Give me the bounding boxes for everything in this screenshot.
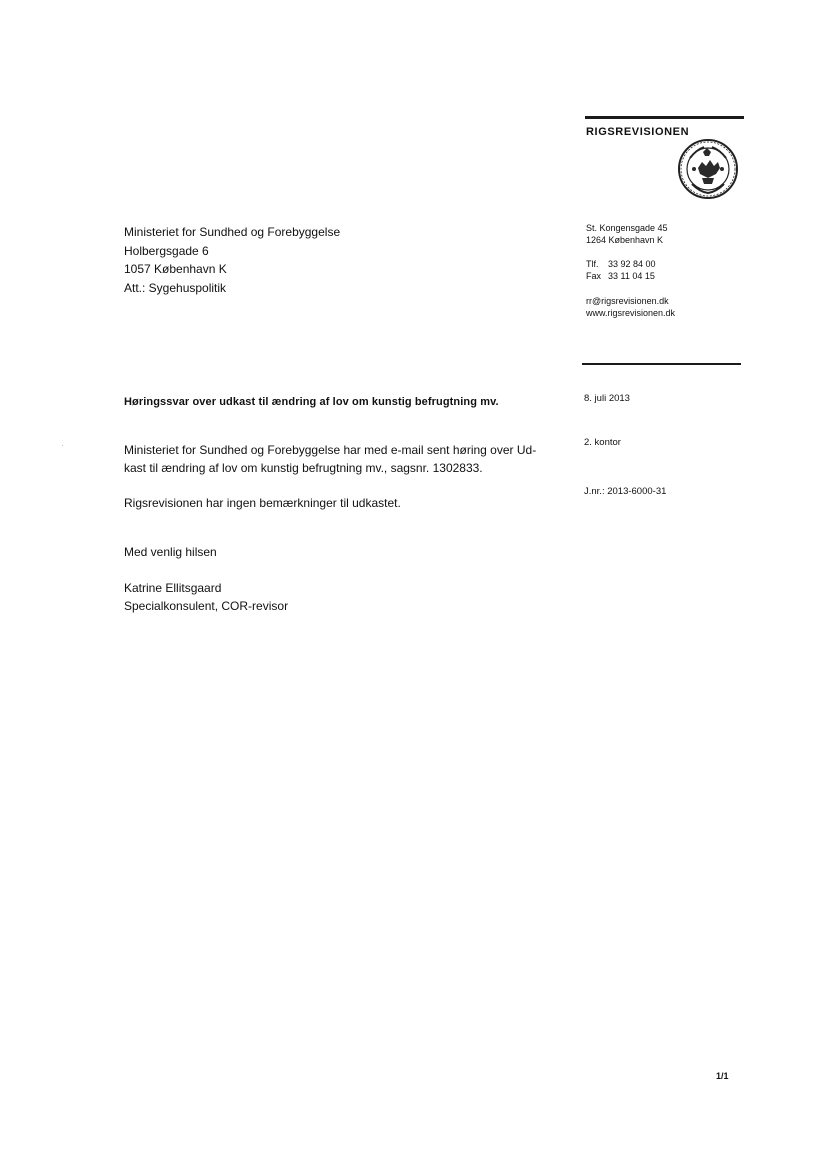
signer-title: Specialkonsulent, COR-revisor <box>124 599 289 613</box>
signature-block <box>124 579 288 615</box>
fax-label: Fax <box>586 271 602 281</box>
sender-phone-row <box>586 259 656 270</box>
sender-email: rr@rigsrevisionen.dk <box>586 296 669 306</box>
body-paragraph-1 <box>124 441 536 477</box>
closing-greeting: Med venlig hilsen <box>124 545 217 559</box>
sender-city: 1264 København K <box>586 235 664 245</box>
recipient-attention: Att.: Sygehuspolitik <box>124 280 227 295</box>
letter-subject: Høringssvar over udkast til ændring af lov om kunstig befrugtning mv. <box>124 396 499 408</box>
signer-name: Katrine Ellitsgaard <box>124 581 222 595</box>
body-paragraph-2: Rigsrevisionen har ingen bemærkninger til udkastet. <box>124 496 401 510</box>
journal-number: J.nr.: 2013-6000-31 <box>584 486 667 497</box>
recipient-city: 1057 København K <box>124 262 227 276</box>
letterhead-top-rule <box>585 116 744 119</box>
organization-name: RIGSREVISIONEN <box>586 126 690 138</box>
sender-street: St. Kongensgade 45 <box>586 223 668 233</box>
letter-date: 8. juli 2013 <box>584 393 630 404</box>
letterhead-bottom-rule <box>582 363 741 365</box>
recipient-address <box>124 223 340 297</box>
recipient-street: Holbergsgade 6 <box>124 243 209 258</box>
sender-website: www.rigsrevisionen.dk <box>586 308 676 318</box>
page-number: 1/1 <box>716 1071 729 1081</box>
body-paragraph-1-line-1: Ministeriet for Sundhed og Forebyggelse har med e-mail sent høring over Ud- <box>124 443 537 457</box>
office-label: 2. kontor <box>584 437 621 448</box>
royal-seal-icon <box>676 138 740 200</box>
phone-label: Tlf. <box>586 259 599 269</box>
sender-fax-row <box>586 271 655 282</box>
phone-number: 33 92 84 00 <box>608 259 656 269</box>
fax-number: 33 11 04 15 <box>608 271 655 281</box>
body-paragraph-1-line-2: kast til ændring af lov om kunstig befrugtning mv., sagsnr. 1302833. <box>124 461 483 475</box>
recipient-name: Ministeriet for Sundhed og Forebyggelse <box>124 225 341 239</box>
scan-speck <box>62 445 63 446</box>
